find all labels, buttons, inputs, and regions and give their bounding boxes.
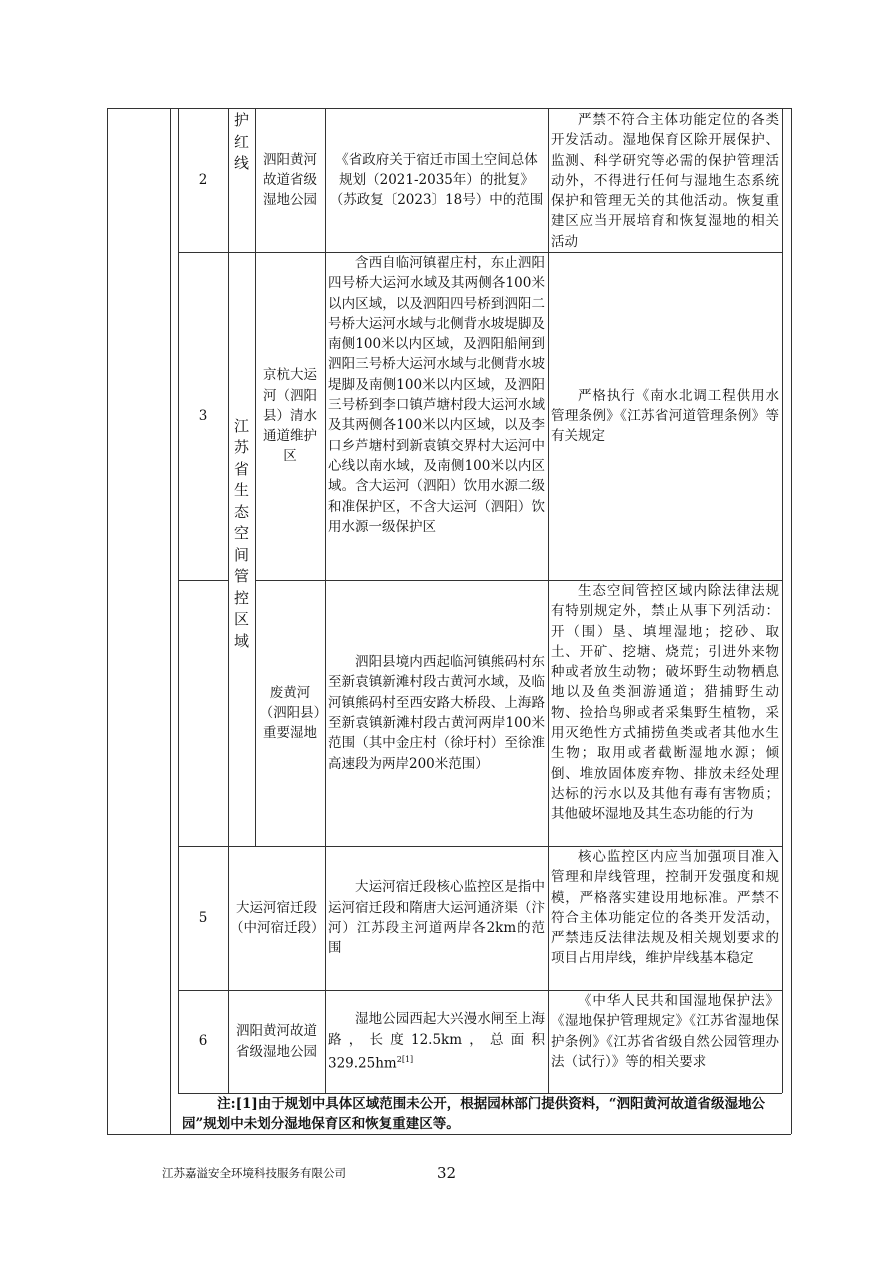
category-group-text: 江苏省生态空间管控区域 — [233, 416, 249, 650]
table-left-border — [107, 108, 108, 1134]
area-name: 京杭大运河（泗阳县）清水通道维护区 — [263, 367, 317, 465]
table-row-3-no — [178, 252, 228, 580]
page-number: 32 — [437, 1164, 457, 1182]
inner-right-border — [782, 108, 783, 1093]
footer-company: 江苏嘉溢安全环境科技服务有限公司 — [162, 1166, 346, 1180]
row-number: 5 — [198, 909, 208, 926]
table-row-2-category — [228, 108, 255, 252]
table-row-5-scope — [325, 846, 548, 990]
control-requirement: 严格执行《南水北调工程供用水管理条例》《江苏省河道管理条例》等有关规定 — [551, 387, 779, 445]
table-note: 注:[1]由于规划中具体区域范围未公开，根据园林部门提供资料，“泗阳黄河故道省级湿地公园”规划中未划分湿地保育区和恢复重建区等。 — [182, 1096, 766, 1132]
control-requirement: 核心监控区内应当加强项目准入管理和岸线管理，控制开发强度和规模，严格落实建设用地标准。严禁不符合主体功能定位的各类开发活动，严禁违反法律法规及相关规划要求的项目占用岸线，维护岸线基本稳定 — [551, 849, 779, 967]
table-row-4-scope — [325, 580, 548, 846]
table-row-6-scope — [325, 990, 548, 1093]
row-sep-2b — [178, 580, 228, 581]
table-row-6-no — [178, 990, 228, 1093]
table-row-5-requirement — [548, 846, 782, 990]
control-requirement: 生态空间管控区域内除法律法规有特别规定外，禁止从事下列活动：开（围）垦、填埋湿地；挖砂、取土、开矿、挖塘、烧荒；引进外来物种或者放生动物；破坏野生动物栖息地以及鱼类洄游通道；猎捕野生动物、捡拾鸟卵或者采集野生植物，采用灭绝性方式捕捞鱼类或者其他水生生物；取用或者截断湿地水源；倾倒、堆放固体废弃物、排放未经处理达标的污水以及其他有毒有害物质；其他破坏湿地及其生态功能的行为 — [551, 583, 779, 823]
row-number: 2 — [198, 171, 208, 188]
area-scope: 泗阳县境内西起临河镇熊码村东至新袁镇新滩村段古黄河水域，及临河镇熊码村至西安路大桥段、上海路至新袁镇新滩村段古黄河两岸100米范围（其中金庄村（徐圩村）至徐淮高速段为两岸200米范围） — [328, 654, 545, 772]
category-text: 护红线 — [233, 111, 249, 172]
outer-col-line-1 — [170, 108, 171, 1134]
area-scope: 《省政府关于宿迁市国土空间总体规划（2021-2035年）的批复》（苏政复〔2023〕18号）中的范围 — [329, 151, 544, 209]
table-row-3-name — [255, 252, 325, 580]
table-row-4-name — [255, 580, 325, 846]
control-requirement: 严禁不符合主体功能定位的各类开发活动。湿地保育区除开展保护、监测、科学研究等必需的保护管理活动外，不得进行任何与湿地生态系统保护和管理无关的其他活动。恢复重建区应当开展培育和恢复湿地的相关活动 — [551, 112, 779, 250]
area-name: 大运河宿迁段（中河宿迁段） — [230, 899, 325, 936]
category-group-cell — [228, 252, 255, 846]
table-right-border — [791, 108, 792, 1134]
table-row-5-name — [228, 846, 325, 990]
area-unit-superscript: 2[1] — [396, 1054, 414, 1064]
table-row-6-name — [228, 990, 325, 1093]
area-scope — [325, 1009, 548, 1073]
area-scope: 大运河宿迁段核心监控区是指中运河宿迁段和隋唐大运河通济渠（汴河）江苏段主河道两岸各2km的范围 — [328, 879, 545, 957]
row-number: 6 — [198, 1033, 208, 1050]
area-scope: 含西自临河镇翟庄村，东止泗阳四号桥大运河水域及其两侧各100米以内区域，以及泗阳四号桥到泗阳二号桥大运河水域与北侧背水坡堤脚及南侧100米以内区域，及泗阳船闸到泗阳三号桥大运河水域与北侧背水坡堤脚及南侧100米以内区域，及泗阳三号桥到李口镇芦塘村段大运河水域及其两侧各100米以内区域，以及李口乡芦塘村到新袁镇交界村大运河中心线以南水域，及南侧100米以内区域。含大运河（泗阳）饮用水源二级和准保护区，不含大运河（泗阳）饮用水源一级保护区 — [328, 255, 545, 535]
table-row-3-requirement — [548, 252, 782, 580]
table-row-2-requirement — [548, 108, 782, 252]
table-row-2-scope — [325, 108, 548, 252]
table-row-6-requirement — [548, 990, 782, 1093]
area-name: 泗阳黄河故道省级湿地公园 — [236, 1023, 317, 1060]
table-bottom-border — [107, 1134, 791, 1135]
table-row-4-requirement — [548, 580, 782, 846]
area-scope-text: 湿地公园西起大兴漫水闸至上海路，长度12.5km，总面积329.25hm — [328, 1011, 545, 1072]
table-row-3-scope — [325, 252, 548, 580]
table-row-2-name — [255, 108, 325, 252]
row-number: 3 — [198, 407, 208, 424]
table-row-2-no — [178, 108, 228, 252]
control-requirement: 《中华人民共和国湿地保护法》《湿地保护管理规定》《江苏省湿地保护条例》《江苏省省级自然公园管理办法（试行）》等的相关要求 — [551, 993, 779, 1070]
area-name: 废黄河（泗阳县）重要湿地 — [259, 684, 321, 742]
table-row-5-no — [178, 846, 228, 990]
area-name: 泗阳黄河故道省级湿地公园 — [263, 151, 317, 209]
